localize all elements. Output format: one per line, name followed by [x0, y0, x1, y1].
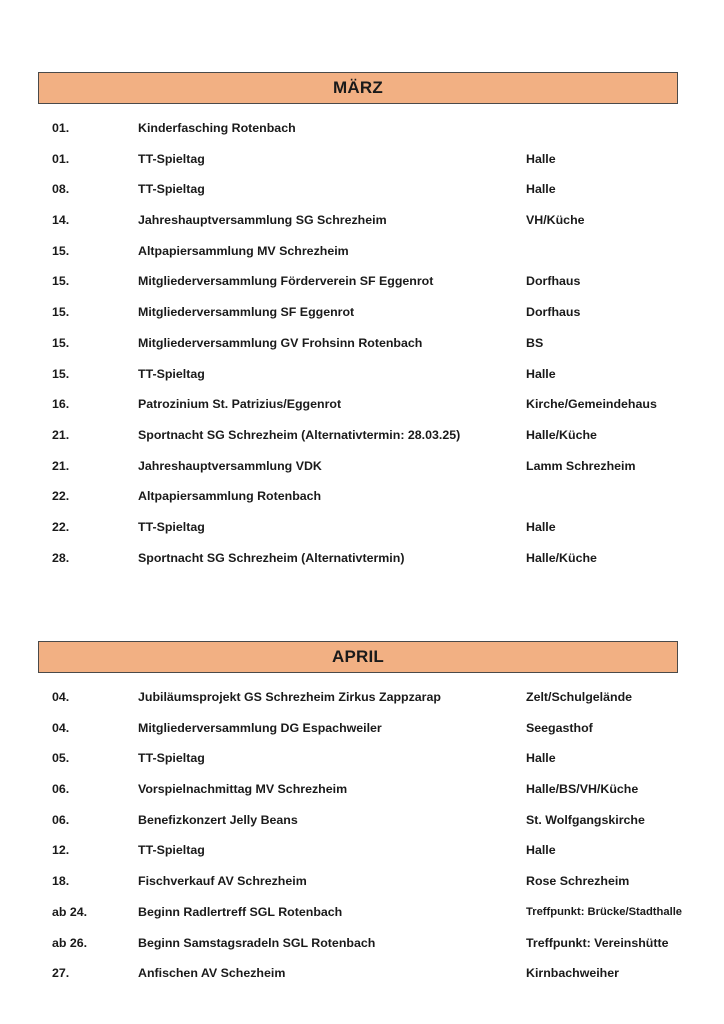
event-place: Dorfhaus: [526, 274, 581, 289]
event-row: [0, 420, 724, 451]
event-place: VH/Küche: [526, 213, 585, 228]
event-title: Fischverkauf AV Schrezheim: [138, 874, 307, 889]
event-place: Halle/Küche: [526, 550, 597, 565]
event-date: 05.: [52, 751, 70, 766]
event-date: 15.: [52, 366, 70, 381]
event-date: 15.: [52, 243, 70, 258]
event-date: ab 24.: [52, 904, 88, 919]
event-row: [0, 359, 724, 390]
event-title: TT-Spieltag: [138, 843, 205, 858]
event-row: [0, 328, 724, 359]
event-title: Jahreshauptversammlung VDK: [138, 458, 322, 473]
event-row: [0, 958, 724, 989]
event-place: Halle/BS/VH/Küche: [526, 782, 639, 797]
event-title: Mitgliederversammlung GV Frohsinn Rotenbach: [138, 335, 423, 350]
event-place: Halle/Küche: [526, 427, 597, 442]
event-place: Halle: [526, 751, 556, 766]
event-row: [0, 543, 724, 574]
event-place: Halle: [526, 151, 556, 166]
event-row: [0, 743, 724, 774]
event-row: [0, 713, 724, 744]
event-title: Jubiläumsprojekt GS Schrezheim Zirkus Zappzarap: [138, 690, 441, 704]
event-row: [0, 205, 724, 236]
event-date: 27.: [52, 966, 70, 981]
event-title: Sportnacht SG Schrezheim (Alternativtermin): [138, 550, 405, 565]
event-row: [0, 481, 724, 512]
event-title: Beginn Radlertreff SGL Rotenbach: [138, 904, 343, 919]
event-row: [0, 113, 724, 144]
event-row: [0, 682, 724, 713]
event-title: Benefizkonzert Jelly Beans: [138, 812, 298, 827]
event-title: Mitgliederversammlung SF Eggenrot: [138, 305, 355, 320]
event-title: Vorspielnachmittag MV Schrezheim: [138, 782, 348, 797]
event-title: Sportnacht SG Schrezheim (Alternativtermin: 28.03.25): [138, 427, 461, 442]
event-title: TT-Spieltag: [138, 519, 205, 534]
event-date: 06.: [52, 782, 70, 797]
event-title: Kinderfasching Rotenbach: [138, 121, 296, 135]
month-title: APRIL: [332, 647, 384, 666]
event-place: Halle: [526, 366, 556, 381]
event-place: Treffpunkt: Vereinshütte: [526, 935, 669, 950]
event-place: St. Wolfgangskirche: [526, 812, 645, 827]
event-row: [0, 928, 724, 959]
event-place: Lamm Schrezheim: [526, 458, 636, 473]
event-place: Kirche/Gemeindehaus: [526, 397, 657, 412]
event-place: Dorfhaus: [526, 305, 581, 320]
event-place: Halle: [526, 182, 556, 197]
event-date: 21.: [52, 458, 70, 473]
month-header-april: [38, 641, 678, 673]
event-row: [0, 897, 724, 928]
event-place: Zelt/Schulgelände: [526, 690, 633, 704]
event-title: Beginn Samstagsradeln SGL Rotenbach: [138, 935, 376, 950]
event-row: [0, 451, 724, 482]
event-date: 21.: [52, 427, 70, 442]
event-date: 15.: [52, 274, 70, 289]
event-date: 06.: [52, 812, 70, 827]
event-title: Anfischen AV Schezheim: [138, 966, 286, 981]
event-title: Mitgliederversammlung DG Espachweiler: [138, 720, 382, 735]
event-date: 14.: [52, 213, 70, 228]
event-title: Mitgliederversammlung Förderverein SF Eggenrot: [138, 274, 434, 289]
event-row: [0, 297, 724, 328]
event-date: 15.: [52, 335, 70, 350]
event-date: 01.: [52, 151, 70, 166]
event-place: Halle: [526, 519, 556, 534]
event-row: [0, 236, 724, 267]
event-date: 18.: [52, 874, 70, 889]
event-date: 16.: [52, 397, 70, 412]
event-title: Altpapiersammlung Rotenbach: [138, 489, 322, 504]
event-row: [0, 389, 724, 420]
event-title: TT-Spieltag: [138, 151, 205, 166]
event-place: Halle: [526, 843, 556, 858]
event-date: 01.: [52, 121, 70, 135]
event-row: [0, 144, 724, 175]
event-list-maerz: [0, 113, 724, 573]
event-place: Kirnbachweiher: [526, 966, 619, 981]
event-row: [0, 866, 724, 897]
event-place: Rose Schrezheim: [526, 874, 630, 889]
event-place: BS: [526, 335, 544, 350]
event-row: [0, 805, 724, 836]
event-row: [0, 266, 724, 297]
event-date: 22.: [52, 519, 70, 534]
month-title: MÄRZ: [333, 78, 383, 97]
month-header-maerz: [38, 72, 678, 104]
event-row: [0, 774, 724, 805]
event-date: 28.: [52, 550, 70, 565]
event-title: Patrozinium St. Patrizius/Eggenrot: [138, 397, 342, 412]
event-title: TT-Spieltag: [138, 751, 205, 766]
event-date: 12.: [52, 843, 70, 858]
event-title: TT-Spieltag: [138, 366, 205, 381]
event-title: Altpapiersammlung MV Schrezheim: [138, 243, 349, 258]
event-date: 04.: [52, 720, 70, 735]
event-place: Treffpunkt: Brücke/Stadthalle: [526, 905, 683, 918]
event-title: TT-Spieltag: [138, 182, 205, 197]
event-date: ab 26.: [52, 935, 88, 950]
event-place: Seegasthof: [526, 720, 593, 735]
event-row: [0, 835, 724, 866]
event-date: 15.: [52, 305, 70, 320]
event-title: Jahreshauptversammlung SG Schrezheim: [138, 213, 387, 228]
event-row: [0, 174, 724, 205]
event-list-april: [0, 682, 724, 989]
event-date: 08.: [52, 182, 70, 197]
event-date: 04.: [52, 690, 70, 704]
event-date: 22.: [52, 489, 70, 504]
event-row: [0, 512, 724, 543]
